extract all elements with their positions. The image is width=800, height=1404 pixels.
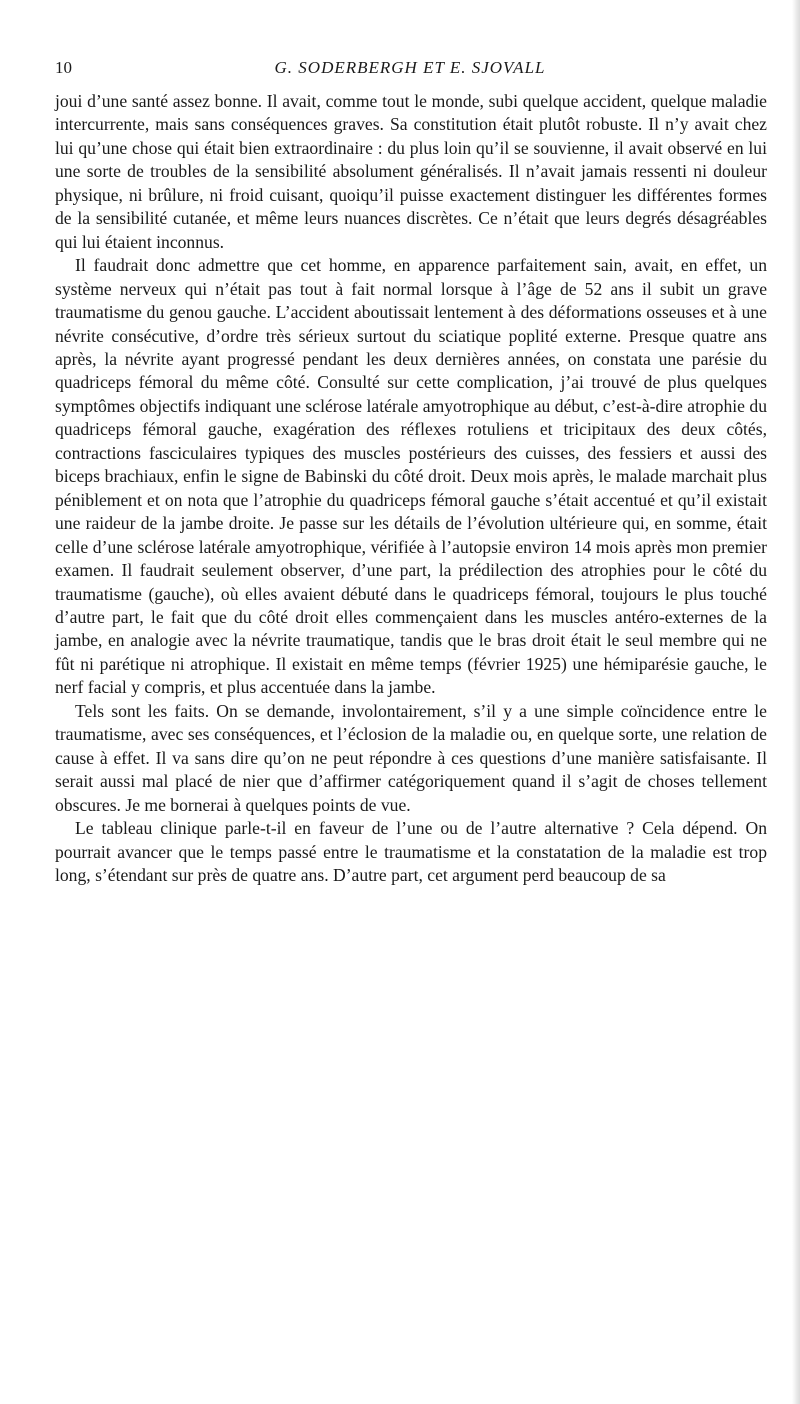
page-edge-shadow (792, 0, 800, 1404)
paragraph: Le tableau clinique parle-t-il en faveur de l’une ou de l’autre alternative ? Cela dépend. On pourrait avancer que le temps passé entre le traumatisme et la constatation de la maladie est trop long, s’étendant sur près de quatre ans. D’autre part, cet argument perd beaucoup de sa (55, 818, 767, 885)
paragraph: Il faudrait donc admettre que cet homme, en apparence parfaitement sain, avait, en effet, un système nerveux qui n’était pas tout à fait normal lorsque à l’âge de 52 ans il subit un grave traumatisme du genou gauche. L’accident aboutissait lentement à des déformations osseuses et à une névrite consécutive, d’ordre très sérieux surtout du sciatique poplité externe. Presque quatre ans après, la névrite ayant progressé pendant les deux dernières années, on constata une parésie du quadriceps fémoral du même côté. Consulté sur cette complication, j’ai trouvé de plus quelques symptômes objectifs indiquant une sclérose latérale amyotrophique au début, c’est-à-dire atrophie du quadriceps fémoral gauche, exagération des réflexes rotuliens et tricipitaux des deux côtés, contractions fasciculaires typiques des muscles postérieurs des cuisses, des fessiers et aussi des biceps brachiaux, enfin le signe de Babinski du côté droit. Deux mois après, le malade marchait plus péniblement et on nota que l’atrophie du quadriceps fémoral gauche s’était accentué et qu’il existait une raideur de la jambe droite. Je passe sur les détails de l’évolution ultérieure qui, en somme, était celle d’une sclérose latérale amyotrophique, vérifiée à l’autopsie environ 14 mois après mon premier examen. Il faudrait seulement observer, d’une part, la prédilection des atrophies pour le côté du traumatisme (gauche), où elles avaient débuté dans le quadriceps fémoral, toujours le plus touché d’autre part, le fait que du côté droit elles commençaient dans les muscles antéro-externes de la jambe, en analogie avec la névrite traumatique, tandis que le bras droit était le seul membre qui ne fût ni parétique ni atrophique. Il existait en même temps (février 1925) une hémiparésie gauche, le nerf facial y compris, et plus accentuée dans la jambe. (55, 255, 767, 698)
paragraph: Tels sont les faits. On se demande, involontairement, s’il y a une simple coïncidence entre le traumatisme, avec ses conséquences, et l’éclosion de la maladie ou, en quelque sorte, une relation de cause à effet. Il va sans dire qu’on ne peut répondre à ces questions d’une manière satisfaisante. Il serait aussi mal placé de nier que d’affirmer catégoriquement quand il s’agit de choses tellement obscures. Je me bornerai à quelques points de vue. (55, 700, 767, 815)
page-header (55, 58, 765, 82)
paragraph: joui d’une santé assez bonne. Il avait, comme tout le monde, subi quelque accident, quelque maladie intercurrente, mais sans conséquences graves. Sa constitution était plutôt robuste. Il n’y avait chez lui qu’une chose qui était bien extraordinaire : du plus loin qu’il se souvienne, il avait observé en lui une sorte de troubles de la sensibilité absolument généralisés. Il n’avait jamais ressenti ni douleur physique, ni brûlure, ni froid cuisant, quoiqu’il puisse exactement distinguer les différentes formes de la sensibilité cutanée, et même leurs nuances discrètes. Ce n’était que leurs degrés désagréables qui lui étaient inconnus. (55, 91, 767, 252)
page-number: 10 (55, 58, 72, 77)
body-text (55, 90, 767, 887)
running-head: G. SODERBERGH ET E. SJOVALL (274, 58, 546, 77)
